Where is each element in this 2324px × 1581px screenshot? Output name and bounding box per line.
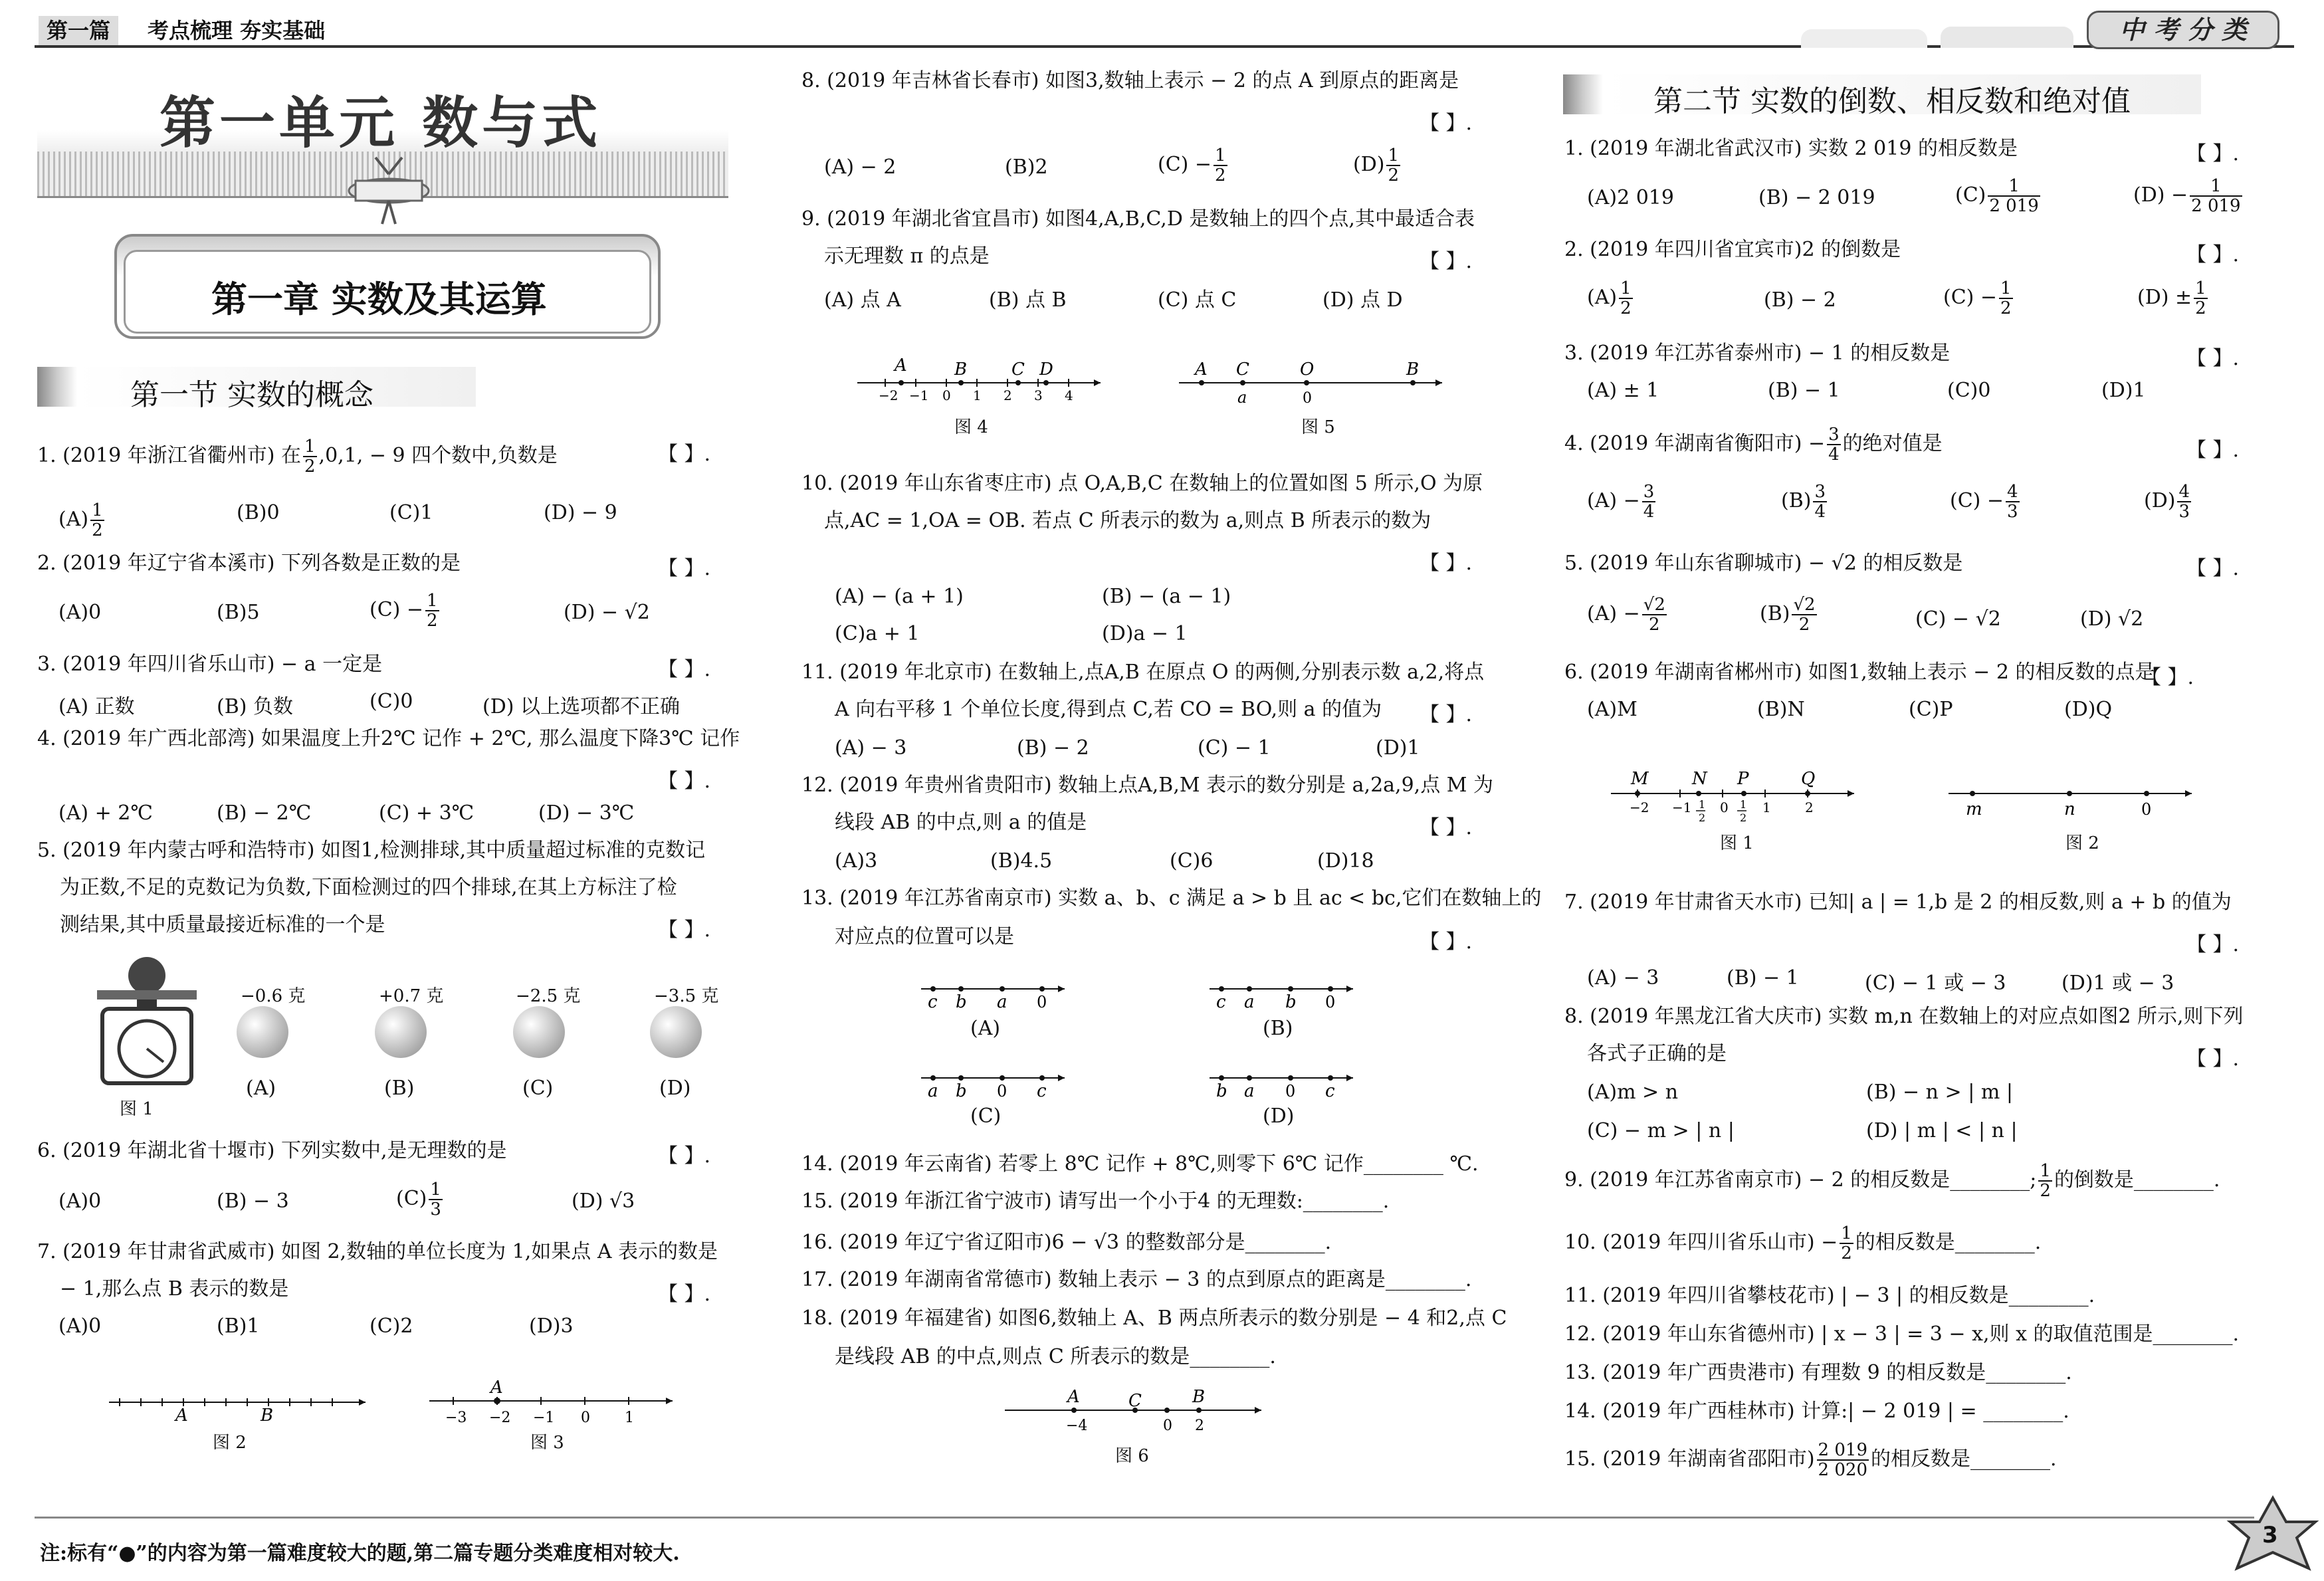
- m-fig6: 图 6: [1115, 1446, 1149, 1466]
- l-q2-b[interactable]: (B)5: [217, 601, 260, 624]
- l-q3: 3. (2019 年四川省乐山市) − a 一定是: [37, 653, 383, 676]
- r-q7-c[interactable]: (C) − 1 或 − 3: [1865, 972, 2006, 995]
- svg-text:b: b: [956, 992, 967, 1012]
- m-q13-label-b[interactable]: (B): [1263, 1017, 1293, 1040]
- l-q2-d[interactable]: (D) − √2: [564, 601, 650, 624]
- m-q13-axis-a[interactable]: [918, 980, 1071, 1013]
- svg-text:A: A: [175, 1406, 188, 1422]
- l-fig2: 图 2: [213, 1433, 247, 1453]
- svg-text:−1: −1: [909, 387, 929, 403]
- r-q8-b[interactable]: (B) − n > | m |: [1866, 1081, 2013, 1104]
- m-q13-label-a[interactable]: (A): [970, 1017, 1001, 1040]
- svg-text:a: a: [1244, 1081, 1255, 1101]
- l-q3-a[interactable]: (A) 正数: [58, 695, 135, 718]
- r-q7-b[interactable]: (B) − 1: [1727, 966, 1799, 990]
- l-q7-c[interactable]: (C)2: [370, 1315, 413, 1338]
- ball-d-label[interactable]: (D): [659, 1077, 691, 1100]
- m-q12-line1: 12. (2019 年贵州省贵阳市) 数轴上点A,B,M 表示的数分别是 a,2a,9,点 M 为: [801, 774, 1493, 797]
- svg-text:B: B: [261, 1406, 274, 1422]
- l-q7-line2: − 1,那么点 B 表示的数是: [60, 1277, 289, 1301]
- svg-text:4: 4: [1065, 387, 1073, 403]
- m-q9-c[interactable]: (C) 点 C: [1158, 288, 1237, 312]
- svg-text:0: 0: [1285, 1082, 1296, 1101]
- r-q6-c[interactable]: (C)P: [1909, 698, 1953, 721]
- svg-text:−2: −2: [879, 387, 898, 403]
- svg-text:M: M: [1631, 769, 1649, 789]
- page-number: 3: [2262, 1522, 2278, 1548]
- r-q14: 14. (2019 年广西桂林市) 计算:| − 2 019 | = ________.: [1564, 1400, 2069, 1423]
- l-q1-b[interactable]: (B)0: [237, 501, 280, 524]
- svg-text:c: c: [1325, 1081, 1335, 1101]
- m-q11-line2: A 向右平移 1 个单位长度,得到点 C,若 CO = BO,则 a 的值为: [835, 698, 1382, 721]
- r-q7-d[interactable]: (D)1 或 − 3: [2061, 972, 2174, 995]
- r-q3-c[interactable]: (C)0: [1947, 379, 1991, 402]
- r-q5-b[interactable]: (B) $\frac{√2}{2}$: [1760, 595, 1816, 635]
- r-q3: 3. (2019 年江苏省泰州市) − 1 的相反数是: [1564, 342, 1951, 365]
- m-q11-a[interactable]: (A) − 3: [835, 736, 907, 760]
- r-q4-b[interactable]: (B) $\frac{3}{4}$: [1781, 482, 1826, 522]
- svg-text:n: n: [2064, 799, 2075, 819]
- section1-heading: [37, 367, 476, 412]
- svg-text:c: c: [1037, 1081, 1047, 1101]
- svg-text:1: 1: [1762, 799, 1771, 815]
- r-q3-a[interactable]: (A) ± 1: [1587, 379, 1659, 402]
- ball-a: [237, 1006, 288, 1058]
- l-q7-a[interactable]: (A)0: [58, 1315, 102, 1338]
- l-q5-line1: 5. (2019 年内蒙古呼和浩特市) 如图1,检测排球,其中质量超过标准的克数记: [37, 839, 706, 862]
- ball-d-weight: −3.5 克: [654, 986, 719, 1006]
- m-q8-c[interactable]: (C) − $\frac{1}{2}$: [1158, 146, 1226, 185]
- m-q8-bracket[interactable]: 【 】.: [1420, 112, 1473, 135]
- svg-text:0: 0: [1037, 993, 1047, 1011]
- svg-text:1: 1: [1699, 798, 1706, 811]
- svg-text:a: a: [1237, 388, 1247, 407]
- m-q9-d[interactable]: (D) 点 D: [1322, 288, 1403, 312]
- r-q2-bracket[interactable]: 【 】.: [2186, 243, 2240, 266]
- r-q11: 11. (2019 年四川省攀枝花市) | − 3 | 的相反数是________.: [1564, 1284, 2095, 1307]
- header-tab-bg2: [1941, 27, 2073, 48]
- l-q3-b[interactable]: (B) 负数: [217, 695, 293, 718]
- m-q13-line1: 13. (2019 年江苏省南京市) 实数 a、b、c 满足 a > b 且 ac < bc,它们在数轴上的: [801, 887, 1542, 910]
- l-q3-bracket[interactable]: 【 】.: [658, 658, 711, 681]
- r-q3-b[interactable]: (B) − 1: [1768, 379, 1840, 402]
- header-part: 第一篇: [39, 16, 118, 45]
- l-q4-c[interactable]: (C) + 3℃: [379, 801, 475, 825]
- r-q5-a[interactable]: (A) − $\frac{√2}{2}$: [1587, 595, 1665, 635]
- svg-text:b: b: [956, 1081, 967, 1101]
- l-q6-bracket[interactable]: 【 】.: [658, 1144, 711, 1168]
- l-q6-d[interactable]: (D) √3: [572, 1190, 635, 1213]
- l-q1-bracket[interactable]: 【 】.: [658, 443, 711, 466]
- l-q2-c[interactable]: (C) − $\frac{1}{2}$: [370, 591, 438, 631]
- r-q6-b[interactable]: (B)N: [1757, 698, 1805, 721]
- l-q7-line1: 7. (2019 年甘肃省武威市) 如图 2,数轴的单位长度为 1,如果点 A 表示的数是: [37, 1240, 718, 1263]
- m-q12-line2: 线段 AB 的中点,则 a 的值是: [835, 811, 1087, 834]
- svg-text:3: 3: [1034, 387, 1043, 403]
- svg-text:m: m: [1966, 799, 1982, 819]
- svg-text:B: B: [954, 360, 968, 379]
- svg-text:−2: −2: [1630, 799, 1649, 815]
- m-fig5: 图 5: [1301, 417, 1335, 437]
- m-fig4-axis: [855, 352, 1107, 405]
- m-q10-a[interactable]: (A) − (a + 1): [835, 585, 964, 608]
- r-q3-d[interactable]: (D)1: [2101, 379, 2146, 402]
- section1-title: 第一节 实数的概念: [130, 378, 373, 412]
- m-q9-line2: 示无理数 π 的点是: [824, 245, 990, 268]
- svg-text:1: 1: [625, 1410, 634, 1426]
- m-q8-a[interactable]: (A) − 2: [824, 156, 897, 179]
- r-q6-a[interactable]: (A)M: [1587, 698, 1637, 721]
- m-q12-a[interactable]: (A)3: [835, 849, 878, 873]
- svg-text:2: 2: [1740, 811, 1747, 824]
- svg-text:A: A: [895, 356, 907, 375]
- l-q5-line2: 为正数,不足的克数记为负数,下面检测过的四个排球,在其上方标注了检: [60, 876, 677, 899]
- svg-text:1: 1: [973, 387, 982, 403]
- m-q10-c[interactable]: (C)a + 1: [835, 622, 920, 645]
- r-q2-d[interactable]: (D) ± $\frac{1}{2}$: [2137, 278, 2206, 318]
- r-q13: 13. (2019 年广西贵港市) 有理数 9 的相反数是________.: [1564, 1361, 2072, 1384]
- ball-a-label[interactable]: (A): [246, 1077, 276, 1100]
- m-q11-c[interactable]: (C) − 1: [1198, 736, 1271, 760]
- l-fig3-axis: [427, 1374, 679, 1427]
- svg-text:0: 0: [2141, 800, 2152, 819]
- r-q4: 4. (2019 年湖南省衡阳市) − $\frac{3}{4}$ 的绝对值是: [1564, 425, 1943, 465]
- l-q6-a[interactable]: (A)0: [58, 1190, 102, 1213]
- r-q8-line1: 8. (2019 年黑龙江省大庆市) 实数 m,n 在数轴上的对应点如图2 所示,则下列: [1564, 1005, 2244, 1028]
- m-q13-axis-d[interactable]: [1207, 1069, 1360, 1102]
- r-q6-d[interactable]: (D)Q: [2064, 698, 2113, 721]
- m-q9-bracket[interactable]: 【 】.: [1420, 250, 1473, 273]
- r-q8-c[interactable]: (C) − m > | n |: [1587, 1119, 1735, 1142]
- m-q9-a[interactable]: (A) 点 A: [824, 288, 901, 312]
- chapter-title: 第一章 实数及其运算: [211, 278, 547, 320]
- m-q12-c[interactable]: (C)6: [1170, 849, 1214, 873]
- r-q7-a[interactable]: (A) − 3: [1587, 966, 1659, 990]
- l-q4-bracket[interactable]: 【 】.: [658, 770, 711, 793]
- r-q6: 6. (2019 年湖南省郴州市) 如图1,数轴上表示 − 2 的相反数的点是: [1564, 661, 2155, 684]
- svg-text:a: a: [1244, 992, 1255, 1012]
- l-q1-d[interactable]: (D) − 9: [544, 501, 617, 524]
- m-q10-line1: 10. (2019 年山东省枣庄市) 点 O,A,B,C 在数轴上的位置如图 5 所示,O 为原: [801, 472, 1483, 495]
- m-q13-line2: 对应点的位置可以是: [835, 925, 1014, 948]
- m-q9-line1: 9. (2019 年湖北省宜昌市) 如图4,A,B,C,D 是数轴上的四个点,其中最适合表: [801, 207, 1475, 231]
- r-fig1-axis: [1608, 764, 1861, 824]
- svg-text:c: c: [1216, 992, 1226, 1012]
- ball-b: [375, 1006, 427, 1058]
- m-q16: 16. (2019 年辽宁省辽阳市)6 − √3 的整数部分是________.: [801, 1231, 1332, 1254]
- header-crumb: 考点梳理 夯实基础: [148, 18, 326, 43]
- svg-text:0: 0: [1720, 799, 1729, 815]
- ball-b-label[interactable]: (B): [384, 1077, 415, 1100]
- r-q4-a[interactable]: (A) − $\frac{3}{4}$: [1587, 482, 1655, 522]
- m-q12-bracket[interactable]: 【 】.: [1420, 816, 1473, 839]
- r-q2-a[interactable]: (A) $\frac{1}{2}$: [1587, 278, 1632, 318]
- section2-heading: [1563, 74, 2201, 118]
- svg-text:A: A: [1195, 360, 1208, 379]
- r-fig2-axis: [1946, 782, 2198, 821]
- l-q2-a[interactable]: (A)0: [58, 601, 102, 624]
- svg-text:2: 2: [1195, 1418, 1204, 1434]
- m-fig4: 图 4: [954, 417, 988, 437]
- m-q12-b[interactable]: (B)4.5: [990, 849, 1053, 873]
- svg-text:O: O: [1300, 360, 1315, 379]
- svg-text:B: B: [1192, 1387, 1206, 1407]
- r-q4-bracket[interactable]: 【 】.: [2186, 439, 2240, 462]
- m-fig5-axis: [1176, 356, 1449, 409]
- l-q1-c[interactable]: (C)1: [389, 501, 433, 524]
- svg-text:0: 0: [1163, 1418, 1172, 1434]
- r-q8-bracket[interactable]: 【 】.: [2186, 1047, 2240, 1071]
- m-q15: 15. (2019 年浙江省宁波市) 请写出一个小于4 的无理数:________.: [801, 1190, 1390, 1213]
- r-q1-bracket[interactable]: 【 】.: [2186, 142, 2240, 165]
- r-fig2: 图 2: [2065, 833, 2099, 853]
- r-q12: 12. (2019 年山东省德州市) | x − 3 | = 3 − x,则 x 的取值范围是________.: [1564, 1322, 2240, 1346]
- m-q11-d[interactable]: (D)1: [1376, 736, 1420, 760]
- svg-text:a: a: [928, 1081, 938, 1101]
- svg-text:B: B: [1406, 360, 1420, 379]
- l-q7-bracket[interactable]: 【 】.: [658, 1283, 711, 1306]
- l-q4-d[interactable]: (D) − 3℃: [538, 801, 635, 825]
- r-q7: 7. (2019 年甘肃省天水市) 已知| a | = 1,b 是 2 的相反数,则 a + b 的值为: [1564, 891, 2232, 914]
- l-fig2-axis: [106, 1382, 372, 1422]
- r-q4-c[interactable]: (C) − $\frac{4}{3}$: [1950, 482, 2018, 522]
- l-q5-bracket[interactable]: 【 】.: [658, 918, 711, 942]
- svg-text:b: b: [1216, 1081, 1227, 1101]
- r-q3-bracket[interactable]: 【 】.: [2186, 347, 2240, 370]
- ball-b-weight: +0.7 克: [379, 986, 444, 1006]
- r-q5-d[interactable]: (D) √2: [2080, 607, 2144, 631]
- m-fig6-axis: [1002, 1384, 1268, 1437]
- m-q8-d[interactable]: (D) $\frac{1}{2}$: [1353, 146, 1400, 185]
- section2-title: 第二节 实数的倒数、相反数和绝对值: [1653, 84, 2131, 118]
- svg-text:C: C: [1236, 360, 1249, 379]
- ball-c-label[interactable]: (C): [522, 1077, 554, 1100]
- m-q17: 17. (2019 年湖南省常德市) 数轴上表示 − 3 的点到原点的距离是________.: [801, 1268, 1472, 1291]
- l-fig3: 图 3: [530, 1433, 564, 1453]
- m-q11-bracket[interactable]: 【 】.: [1420, 703, 1473, 726]
- r-q1-a[interactable]: (A)2 019: [1587, 186, 1674, 209]
- scale-icon: [90, 956, 203, 1089]
- m-q11-b[interactable]: (B) − 2: [1017, 736, 1089, 760]
- header-tab: 中 考 分 类: [2087, 11, 2279, 49]
- r-q4-d[interactable]: (D) $\frac{4}{3}$: [2144, 482, 2190, 522]
- r-q6-bracket[interactable]: 【 】.: [2141, 666, 2194, 689]
- m-q18-line1: 18. (2019 年福建省) 如图6,数轴上 A、B 两点所表示的数分别是 − 4 和2,点 C: [801, 1307, 1507, 1330]
- svg-text:0: 0: [1303, 390, 1312, 407]
- l-q2-bracket[interactable]: 【 】.: [658, 557, 711, 580]
- l-q1-a[interactable]: (A) $\frac{1}{2}$: [58, 500, 103, 540]
- l-q7-b[interactable]: (B)1: [217, 1315, 260, 1338]
- l-q3-c[interactable]: (C)0: [370, 690, 413, 713]
- svg-text:1: 1: [1740, 798, 1747, 811]
- m-q10-d[interactable]: (D)a − 1: [1102, 622, 1188, 645]
- svg-text:−3: −3: [445, 1410, 467, 1426]
- m-q13-axis-b[interactable]: [1207, 980, 1360, 1013]
- r-q2: 2. (2019 年四川省宜宾市)2 的倒数是: [1564, 238, 1901, 261]
- svg-text:0: 0: [942, 387, 951, 403]
- m-q11-line1: 11. (2019 年北京市) 在数轴上,点A,B 在原点 O 的两侧,分别表示数 a,2,将点: [801, 661, 1485, 684]
- svg-text:−1: −1: [1672, 799, 1692, 815]
- svg-text:a: a: [997, 992, 1007, 1012]
- l-q4-b[interactable]: (B) − 2℃: [217, 801, 312, 825]
- r-q1-c[interactable]: (C) $\frac{1}{2 019}$: [1955, 176, 2039, 216]
- svg-text:2: 2: [1004, 387, 1012, 403]
- l-q4: 4. (2019 年广西北部湾) 如果温度上升2℃ 记作 + 2℃, 那么温度下降3℃ 记作: [37, 727, 740, 750]
- m-q10-b[interactable]: (B) − (a − 1): [1102, 585, 1231, 608]
- l-q4-a[interactable]: (A) + 2℃: [58, 801, 153, 825]
- m-q10-line2: 点,AC = 1,OA = OB. 若点 C 所表示的数为 a,则点 B 所表示的数为: [824, 509, 1431, 532]
- svg-text:A: A: [1067, 1387, 1080, 1407]
- svg-text:0: 0: [581, 1410, 590, 1426]
- svg-text:N: N: [1692, 769, 1707, 789]
- l-q5-line3: 测结果,其中质量最接近标准的一个是: [60, 913, 385, 936]
- m-q8-b[interactable]: (B)2: [1005, 156, 1048, 179]
- r-q1-d[interactable]: (D) − $\frac{1}{2 019}$: [2133, 176, 2241, 216]
- r-q9: 9. (2019 年江苏省南京市) − 2 的相反数是________; $\frac{1}{2}$ 的倒数是________.: [1564, 1161, 2220, 1201]
- svg-text:−1: −1: [533, 1410, 555, 1426]
- svg-text:C: C: [1011, 360, 1025, 379]
- ball-c-weight: −2.5 克: [516, 986, 581, 1006]
- m-q10-bracket[interactable]: 【 】.: [1420, 552, 1473, 575]
- ball-c: [513, 1006, 565, 1058]
- m-q13-label-d[interactable]: (D): [1263, 1105, 1295, 1128]
- m-q13-axis-c[interactable]: [918, 1069, 1071, 1102]
- l-q3-d[interactable]: (D) 以上选项都不正确: [482, 695, 680, 718]
- r-q2-c[interactable]: (C) − $\frac{1}{2}$: [1943, 278, 2012, 318]
- r-q8-a[interactable]: (A)m > n: [1587, 1081, 1679, 1104]
- m-q13-label-c[interactable]: (C): [970, 1105, 1002, 1128]
- m-q12-d[interactable]: (D)18: [1317, 849, 1374, 873]
- r-q5: 5. (2019 年山东省聊城市) − √2 的相反数是: [1564, 552, 1963, 575]
- svg-text:c: c: [928, 992, 938, 1012]
- l-q7-d[interactable]: (D)3: [529, 1315, 574, 1338]
- r-q1: 1. (2019 年湖北省武汉市) 实数 2 019 的相反数是: [1564, 137, 2018, 160]
- svg-text:A: A: [490, 1378, 503, 1398]
- m-q9-b[interactable]: (B) 点 B: [989, 288, 1067, 312]
- m-q13-bracket[interactable]: 【 】.: [1420, 930, 1473, 954]
- l-q6-c[interactable]: (C) $\frac{1}{3}$: [396, 1180, 441, 1219]
- svg-text:D: D: [1039, 360, 1053, 379]
- l-q2: 2. (2019 年辽宁省本溪市) 下列各数是正数的是: [37, 552, 461, 575]
- svg-text:2: 2: [1699, 811, 1706, 824]
- r-fig1: 图 1: [1720, 833, 1754, 853]
- footer-note: 注:标有“●”的内容为第一篇难度较大的题,第二篇专题分类难度相对较大.: [40, 1542, 680, 1565]
- svg-text:P: P: [1737, 769, 1749, 789]
- svg-text:−2: −2: [489, 1410, 511, 1426]
- r-q10: 10. (2019 年四川省乐山市) − $\frac{1}{2}$ 的相反数是________.: [1564, 1223, 2042, 1263]
- svg-text:0: 0: [997, 1082, 1007, 1101]
- r-q15: 15. (2019 年湖南省邵阳市) $\frac{2 019}{2 020}$ 的相反数是________.: [1564, 1440, 2057, 1480]
- r-q2-b[interactable]: (B) − 2: [1764, 288, 1836, 312]
- l-q1: 1. (2019 年浙江省衢州市) 在 $\frac{1}{2}$ ,0,1, − 9 四个数中,负数是: [37, 437, 558, 476]
- ball-a-weight: −0.6 克: [241, 986, 306, 1006]
- l-q6-b[interactable]: (B) − 3: [217, 1190, 289, 1213]
- unit-title: 第一单元 数与式: [159, 90, 602, 156]
- svg-text:2: 2: [1805, 799, 1814, 815]
- scroll-icon: [342, 154, 435, 227]
- svg-text:−4: −4: [1066, 1418, 1088, 1434]
- ball-d: [650, 1006, 702, 1058]
- m-q8: 8. (2019 年吉林省长春市) 如图3,数轴上表示 − 2 的点 A 到原点的距离是: [801, 69, 1459, 92]
- svg-text:b: b: [1285, 992, 1297, 1012]
- l-q6: 6. (2019 年湖北省十堰市) 下列实数中,是无理数的是: [37, 1139, 507, 1162]
- svg-text:Q: Q: [1801, 769, 1816, 789]
- r-q8-line2: 各式子正确的是: [1587, 1042, 1727, 1065]
- m-q18-line2: 是线段 AB 的中点,则点 C 所表示的数是________.: [835, 1345, 1276, 1368]
- r-q8-d[interactable]: (D) | m | < | n |: [1866, 1119, 2018, 1142]
- r-q1-b[interactable]: (B) − 2 019: [1758, 186, 1875, 209]
- svg-text:C: C: [1128, 1391, 1142, 1411]
- r-q7-bracket[interactable]: 【 】.: [2186, 933, 2240, 956]
- m-q14: 14. (2019 年云南省) 若零上 8℃ 记作 + 8℃,则零下 6℃ 记作________ ℃.: [801, 1152, 1479, 1176]
- svg-text:0: 0: [1325, 993, 1336, 1011]
- r-q5-bracket[interactable]: 【 】.: [2186, 557, 2240, 580]
- l-fig1: 图 1: [120, 1099, 154, 1119]
- r-q5-c[interactable]: (C) − √2: [1915, 607, 2001, 631]
- footer-rule: [35, 1517, 2254, 1519]
- header-tab-bg1: [1801, 29, 1927, 48]
